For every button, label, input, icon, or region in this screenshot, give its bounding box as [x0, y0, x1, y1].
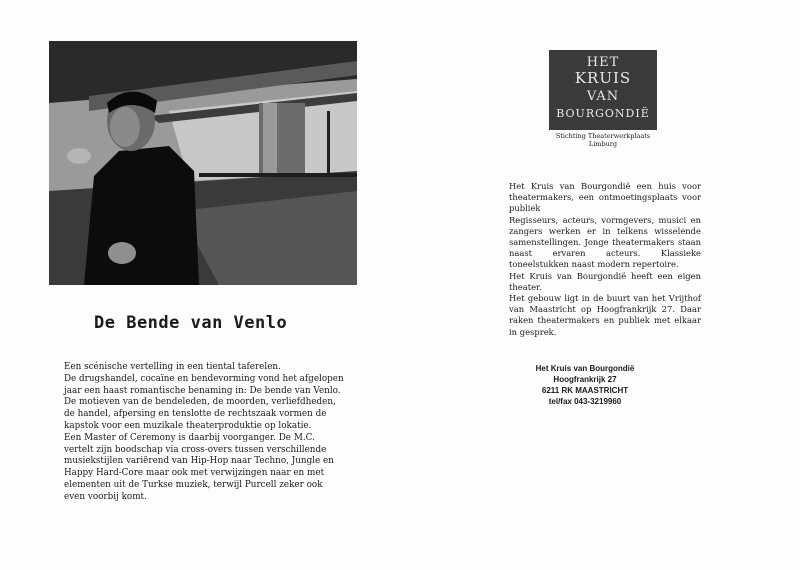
description-paragraph: Een scénische vertelling in een tiental taferelen.: [64, 362, 281, 372]
kruis-van-bourgondie-logo: [549, 50, 657, 146]
logo-line: BOURGONDIË: [556, 107, 650, 120]
address-city: 6211 RK MAASTRICHT: [541, 386, 629, 395]
logo-line: KRUIS: [574, 69, 632, 87]
description-paragraph: Een Master of Ceremony is daarbij voorganger. De M.C. vertelt zijn boodschap via cross-overs tussen verschillende musiekstijlen variërend van Hip-Hop naar Techno, Jungle en Happy Hard-Core maar ook met verwijzingen naar en met elementen uit de Turkse muziek, terwijl Purcell zeker ook even voorbij komt.: [64, 432, 334, 502]
logo-subtitle: Stichting Theaterwerkplaats Limburg: [555, 132, 651, 148]
show-description: [64, 362, 346, 504]
description-paragraph: De motieven van de bendeleden, de moorden, verliefdheden, de handel, afpersing en tenslotte de rechtszaak vormen de kapstok voor een muzikale theaterproduktie op lokatie.: [64, 397, 336, 431]
organisation-paragraph: Het gebouw ligt in de buurt van het Vrijthof van Maastricht op Hoogfrankrijk 27. Daar raken theatermakers en publiek met elkaar in gesprek.: [509, 293, 701, 337]
organisation-description: [509, 181, 701, 338]
organisation-paragraph: Regisseurs, acteurs, vormgevers, musici en zangers werken er in telkens wisselende samenstellingen. Jonge theatermakers staan naast ervaren acteurs. Klassieke toneelstukken naast modern repertoire.: [509, 214, 701, 270]
logo-line: HET: [586, 55, 620, 70]
address-phone: tel/fax 043-3219960: [548, 397, 622, 406]
show-title: De Bende van Venlo: [94, 313, 288, 333]
organisation-paragraph: Het Kruis van Bourgondië een huis voor theatermakers, een ontmoetingsplaats voor publiek: [509, 181, 701, 214]
performer-photo: [49, 41, 357, 285]
logo-emblem: [549, 50, 657, 130]
description-paragraph: De drugshandel, cocaïne en bendevorming vond het afgelopen jaar een haast romantische benaming in: De bende van Venlo.: [64, 373, 344, 396]
contact-address: [505, 363, 665, 407]
organisation-paragraph: Het Kruis van Bourgondië heeft een eigen theater.: [509, 270, 701, 292]
logo-line: VAN: [586, 89, 620, 104]
address-street: Hoogfrankrijk 27: [553, 375, 617, 384]
address-name: Het Kruis van Bourgondië: [535, 364, 635, 373]
